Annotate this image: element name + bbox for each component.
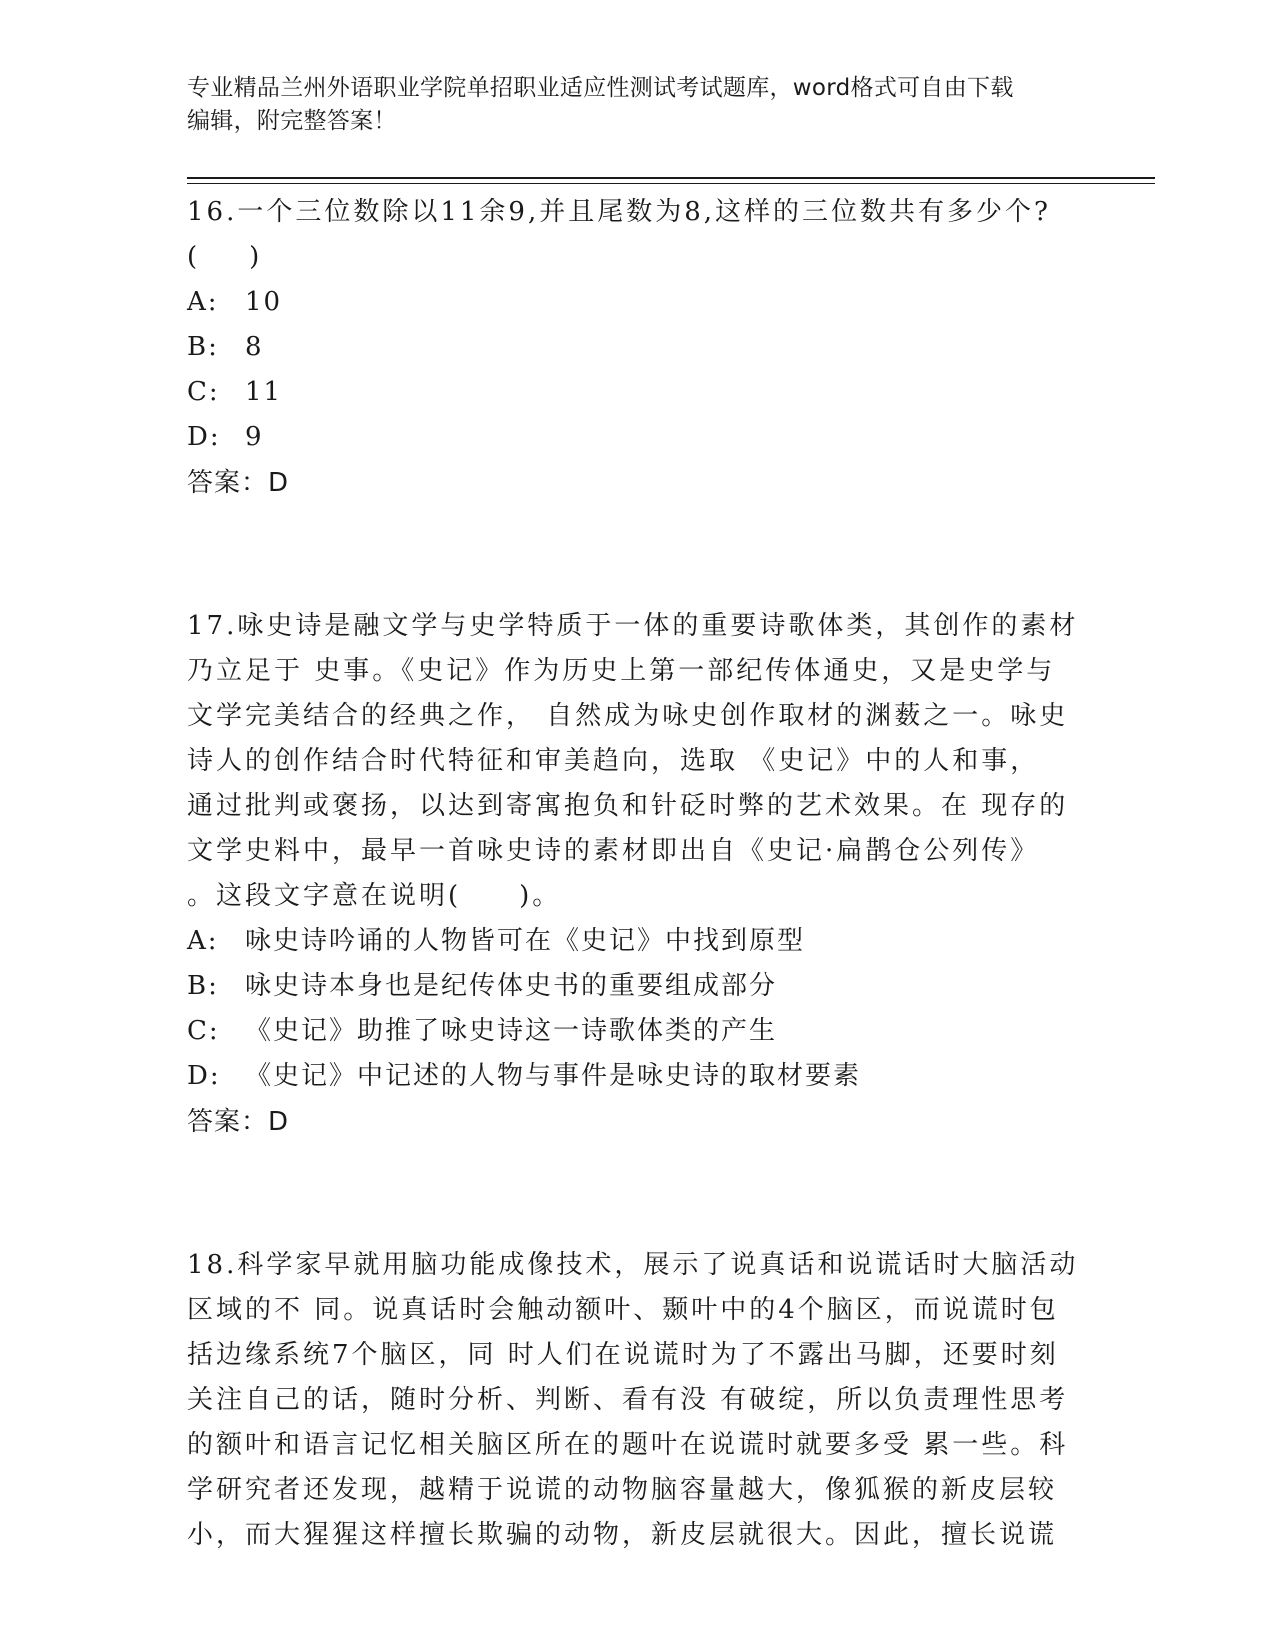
header-rule-thick — [187, 177, 1155, 179]
option-text: 10 — [245, 287, 283, 317]
question-17 — [187, 604, 1087, 1145]
option-d — [187, 1054, 1087, 1099]
header-rule-thin — [187, 183, 1155, 184]
answer-line: 答案：D — [187, 468, 290, 498]
question-text-line: 括边缘系统7个脑区，同 时人们在说谎时为了不露出马脚，还要时刻 — [187, 1340, 1059, 1370]
option-letter: A: — [187, 926, 219, 956]
page-header — [187, 72, 1067, 138]
option-text: 咏史诗本身也是纪传体史书的重要组成部分 — [245, 971, 778, 1001]
question-text-line: 学研究者还发现，越精于说谎的动物脑容量越大，像狐猴的新皮层较 — [187, 1475, 1058, 1505]
question-text-line: 16.一个三位数除以11余9,并且尾数为8,这样的三位数共有多少个? — [187, 197, 1051, 227]
question-text-line: 乃立足于 史事。《史记》作为历史上第一部纪传体通史，又是史学与 — [187, 656, 1056, 686]
option-letter: D: — [187, 1061, 221, 1091]
question-text-line: 区域的不 同。说真话时会触动额叶、颞叶中的4个脑区，而说谎时包 — [187, 1295, 1059, 1325]
option-letter: D: — [187, 422, 221, 452]
option-text: 咏史诗吟诵的人物皆可在《史记》中找到原型 — [245, 926, 806, 956]
option-text: 《史记》助推了咏史诗这一诗歌体类的产生 — [245, 1016, 778, 1046]
answer-line: 答案：D — [187, 1107, 290, 1137]
option-letter: B: — [187, 332, 219, 362]
header-line-2: 编辑，附完整答案！ — [187, 108, 397, 134]
option-letter: C: — [187, 377, 220, 407]
option-a — [187, 919, 1087, 964]
question-text-line: 文学史料中，最早一首咏史诗的素材即出自《史记·扁鹊仓公列传》 — [187, 836, 1040, 866]
question-text-line: 17.咏史诗是融文学与史学特质于一体的重要诗歌体类，其创作的素材 — [187, 611, 1079, 641]
option-b — [187, 325, 1087, 370]
question-text-line: 。这段文字意在说明( )。 — [187, 881, 562, 911]
option-text: 11 — [245, 377, 283, 407]
header-line-1: 专业精品兰州外语职业学院单招职业适应性测试考试题库，word格式可自由下载 — [187, 75, 1014, 101]
option-letter: B: — [187, 971, 219, 1001]
question-list — [187, 190, 1087, 1558]
option-c — [187, 370, 1087, 415]
option-text: 《史记》中记述的人物与事件是咏史诗的取材要素 — [245, 1061, 862, 1091]
question-gap — [187, 506, 1087, 604]
question-16 — [187, 190, 1087, 506]
question-text-line: 关注自己的话，随时分析、判断、看有没 有破绽，所以负责理性思考 — [187, 1385, 1069, 1415]
option-letter: C: — [187, 1016, 220, 1046]
question-text-line: 的额叶和语言记忆相关脑区所在的题叶在说谎时就要多受 累一些。科 — [187, 1430, 1069, 1460]
question-18 — [187, 1243, 1087, 1558]
option-text: 9 — [245, 422, 264, 452]
answer-blank: ( ) — [187, 242, 260, 272]
question-text-line: 18.科学家早就用脑功能成像技术，展示了说真话和说谎话时大脑活动 — [187, 1250, 1079, 1280]
option-text: 8 — [245, 332, 264, 362]
option-letter: A: — [187, 287, 219, 317]
question-text-line: 诗人的创作结合时代特征和审美趋向，选取 《史记》中的人和事， — [187, 746, 1040, 776]
option-c — [187, 1009, 1087, 1054]
question-gap — [187, 1145, 1087, 1243]
option-d — [187, 415, 1087, 460]
option-b — [187, 964, 1087, 1009]
option-a — [187, 280, 1087, 325]
question-text-line: 小，而大猩猩这样擅长欺骗的动物，新皮层就很大。因此，擅长说谎 — [187, 1520, 1058, 1550]
question-text-line: 通过批判或褒扬，以达到寄寓抱负和针砭时弊的艺术效果。在 现存的 — [187, 791, 1069, 821]
question-text-line: 文学完美结合的经典之作， 自然成为咏史创作取材的渊薮之一。咏史 — [187, 701, 1069, 731]
